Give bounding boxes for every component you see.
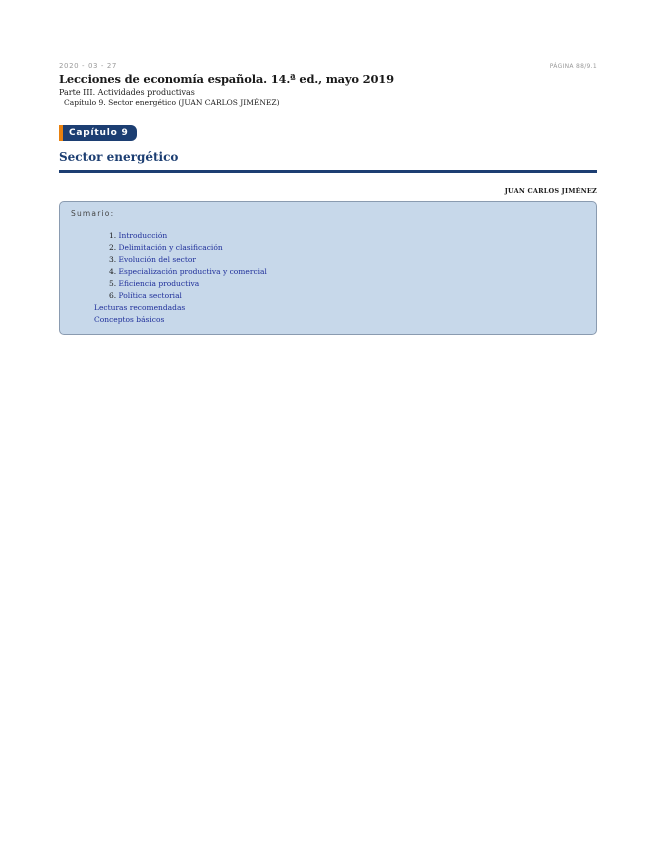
toc-number: 6. (109, 291, 117, 300)
toc-link[interactable]: Evolución del sector (118, 255, 196, 264)
chapter-author: JUAN CARLOS JIMÉNEZ (504, 187, 597, 195)
toc-link[interactable]: Lecturas recomendadas (94, 303, 186, 312)
toc-number: 2. (109, 243, 117, 252)
toc-number: 1. (109, 231, 117, 240)
toc-item-4[interactable] (71, 266, 585, 278)
summary-toc (71, 230, 585, 326)
toc-link[interactable]: Delimitación y clasificación (118, 243, 223, 252)
toc-link[interactable]: Conceptos básicos (94, 315, 165, 324)
summary-label: Sumario: (71, 209, 115, 218)
document-page (59, 62, 597, 335)
book-title: Lecciones de economía española. 14.ª ed., mayo 2019 (59, 72, 394, 86)
toc-link[interactable]: Eficiencia productiva (118, 279, 200, 288)
part-breadcrumb: Parte III. Actividades productivas (59, 88, 195, 97)
toc-number: 4. (109, 267, 117, 276)
toc-item-6[interactable] (71, 290, 585, 302)
toc-item-2[interactable] (71, 242, 585, 254)
page-number: PÁGINA 88/9.1 (549, 63, 597, 70)
toc-item-lecturas[interactable] (71, 302, 585, 314)
toc-item-5[interactable] (71, 278, 585, 290)
toc-number: 5. (109, 279, 117, 288)
toc-item-conceptos[interactable] (71, 314, 585, 326)
toc-link[interactable]: Especialización productiva y comercial (118, 267, 267, 276)
toc-item-3[interactable] (71, 254, 585, 266)
title-rule (59, 170, 597, 173)
toc-link[interactable]: Introducción (118, 231, 168, 240)
chapter-title: Sector energético (59, 150, 179, 164)
summary-box (59, 201, 597, 335)
header-line (59, 62, 597, 70)
document-date: 2020 - 03 - 27 (59, 62, 117, 70)
toc-link[interactable]: Política sectorial (118, 291, 182, 300)
chapter-breadcrumb: Capítulo 9. Sector energético (JUAN CARLOS JIMÉNEZ) (64, 98, 280, 107)
chapter-tab: Capítulo 9 (59, 125, 137, 141)
toc-number: 3. (109, 255, 117, 264)
toc-item-1[interactable] (71, 230, 585, 242)
